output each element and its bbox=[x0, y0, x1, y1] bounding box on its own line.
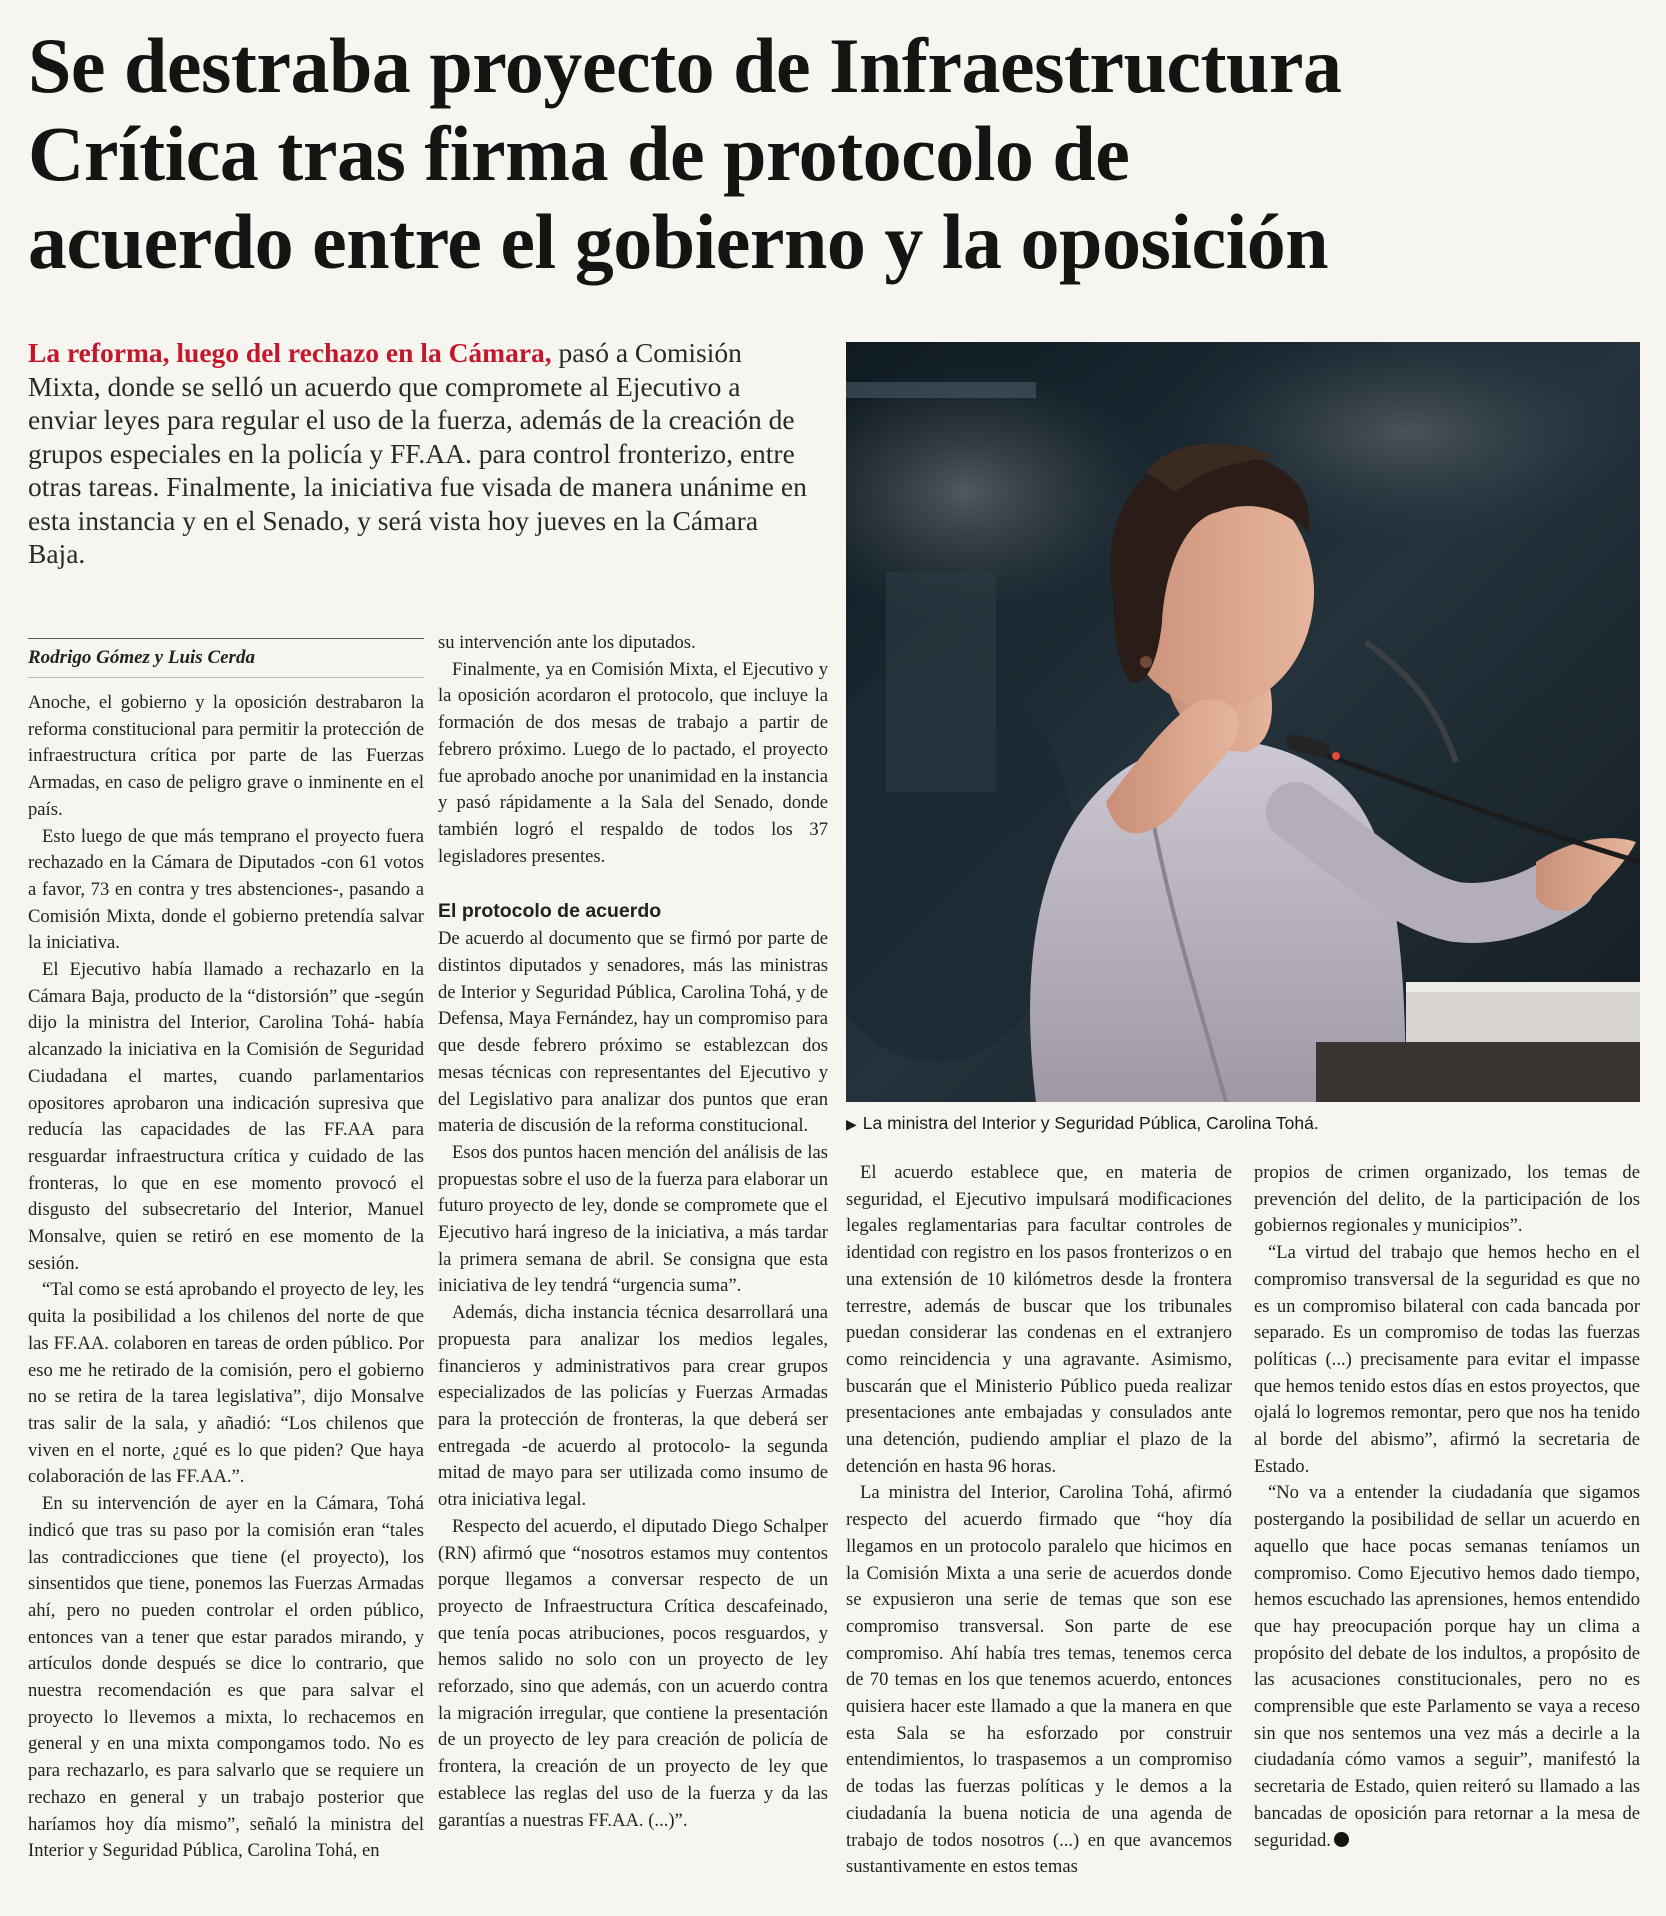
triangle-right-icon: ▶ bbox=[846, 1116, 857, 1132]
body-paragraph-text: “No va a entender la ciudadanía que sigamos postergando la posibilidad de sellar un acuerdo en aquello que hace pocas semanas teníamos un compromiso. Como Ejecutivo hemos dado tiempo, hemos escuchado las aprensiones, hemos entendido que hay preocupación porque hay un clima a propósito del debate de los indultos, a propósito de las acusaciones constitucionales, pero no es comprensible que este Parlamento se vaya a receso sin que nos sentemos una vez más a decirle a la ciudadanía cómo vamos a seguir”, manifestó la secretaria de Estado, quien reiteró su llamado a las bancadas de oposición para retornar a la mesa de seguridad. bbox=[1254, 1482, 1640, 1851]
article-column-2 bbox=[438, 630, 828, 1834]
body-paragraph: “La virtud del trabajo que hemos hecho en el compromiso transversal de la seguridad es que no es un compromiso bilateral con cada bancada por separado. Es un compromiso de todas las fuerzas políticas (...) precisamente para evitar el impasse que hemos tenido estos días en estos proyectos, que ojalá lo logremos remontar, pero que nos ha tenido al borde del abismo”, afirmó la secretaria de Estado. bbox=[1254, 1242, 1640, 1477]
photo-caption bbox=[846, 1112, 1640, 1135]
article-column-4 bbox=[1254, 1160, 1640, 1854]
body-paragraph bbox=[1254, 1480, 1640, 1854]
headline-line: acuerdo entre el gobierno y la oposición bbox=[28, 198, 1329, 285]
body-paragraph: propios de crimen organizado, los temas de prevención del delito, de la participación de los gobiernos regionales y municipios”. bbox=[1254, 1162, 1640, 1237]
byline: Rodrigo Gómez y Luis Cerda bbox=[28, 638, 424, 678]
body-paragraph: Finalmente, ya en Comisión Mixta, el Ejecutivo y la oposición acordaron el protocolo, que incluye la formación de dos mesas de trabajo a partir de febrero próximo. Luego de lo pactado, el proyecto fue aprobado anoche por unanimidad en la instancia y pasó rápidamente a la Sala del Senado, donde también logró el respaldo de todos los 37 legisladores presentes. bbox=[438, 658, 828, 867]
article-column-1 bbox=[28, 638, 424, 1865]
body-paragraph: Esos dos puntos hacen mención del análisis de las propuestas sobre el uso de la fuerza para elaborar un futuro proyecto de ley, donde se compromete que el Ejecutivo hará ingreso de la iniciativa, a más tardar la primera semana de abril. Se consigna que esta iniciativa de ley tendrá “urgencia suma”. bbox=[438, 1141, 828, 1297]
body-paragraph: La ministra del Interior, Carolina Tohá, afirmó respecto del acuerdo firmado que “hoy día llegamos en un protocolo paralelo que hicimos en la Comisión Mixta a una serie de acuerdos donde se expusieron una serie de temas que son ese compromiso transversal. Son parte de ese compromiso. Ahí había tres temas, tenemos cerca de 70 temas en los que tenemos acuerdo, entonces quisiera hacer este llamado a que la manera en que esta Sala se ha esforzado por construir entendimientos, lo traspasemos a un compromiso de todas las fuerzas políticas y le demos a la ciudadanía la buena noticia de una agenda de trabajo de todos nosotros (...) en que avancemos sustantivamente en estos temas bbox=[846, 1482, 1232, 1878]
body-paragraph: De acuerdo al documento que se firmó por parte de distintos diputados y senadores, más las ministras de Interior y Seguridad Pública, Carolina Tohá, y de Defensa, Maya Fernández, hay un compromiso para que desde febrero próximo se establezcan dos mesas técnicas con representantes del Ejecutivo y del Legislativo para analizar dos puntos que eran materia de discusión de la reforma constitucional. bbox=[438, 928, 828, 1137]
lede-highlight: La reforma, luego del rechazo en la Cámara, bbox=[28, 337, 552, 368]
lede-text: pasó a Comisión Mixta, donde se selló un acuerdo que compromete al Ejecutivo a enviar leyes para regular el uso de la fuerza, además de la creación de grupos especiales en la policía y FF.AA. para control fronterizo, entre otras tareas. Finalmente, la iniciativa fue visada de manera unánime en esta instancia y en el Senado, y será vista hoy jueves en la Cámara Baja. bbox=[28, 337, 807, 569]
end-of-article-icon bbox=[1334, 1832, 1349, 1847]
photo-caption-text: La ministra del Interior y Seguridad Pública, Carolina Tohá. bbox=[862, 1113, 1319, 1133]
body-paragraph: Esto luego de que más temprano el proyecto fuera rechazado en la Cámara de Diputados -con 61 votos a favor, 73 en contra y tres abstenciones-, pasando a Comisión Mixta, donde el gobierno pretendía salvar la iniciativa. bbox=[28, 825, 424, 954]
article-column-3 bbox=[846, 1160, 1232, 1881]
article-photo bbox=[846, 342, 1640, 1102]
body-paragraph: su intervención ante los diputados. bbox=[438, 632, 696, 653]
body-paragraph: Respecto del acuerdo, el diputado Diego Schalper (RN) afirmó que “nosotros estamos muy contentos porque llegamos a conversar respecto de un proyecto de Infraestructura Crítica descafeinado, que tenía pocas atribuciones, pocos resguardos, y hemos salido no solo con un proyecto de ley reforzado, sino que además, con un acuerdo contra la migración irregular, que contiene la presentación de un proyecto de ley para creación de policía de frontera, la creación de un proyecto de ley que establece las reglas del uso de la fuerza y da las garantías a nuestras FF.AA. (...)”. bbox=[438, 1515, 828, 1831]
body-paragraph: El Ejecutivo había llamado a rechazarlo en la Cámara Baja, producto de la “distorsión” que -según dijo la ministra del Interior, Carolina Tohá- había alcanzado la iniciativa en la Comisión de Seguridad Ciudadana el martes, cuando parlamentarios opositores aprobaron una indicación supresiva que reducía las capacidades de las FF.AA para resguardar infraestructura crítica y cuidado de las fronteras, lo que en ese momento provocó el disgusto del subsecretario del Interior, Manuel Monsalve, quien se retiró en ese momento de la sesión. bbox=[28, 959, 424, 1274]
headline-line: Crítica tras firma de protocolo de bbox=[28, 110, 1130, 197]
headline bbox=[28, 22, 1638, 286]
body-paragraph: Además, dicha instancia técnica desarrollará una propuesta para analizar los medios legales, financieros y administrativos para crear grupos especializados de las policías y Fuerzas Armadas para la protección de fronteras, la que deberá ser entregada -de acuerdo al protocolo- la segunda mitad de mayo para ser utilizada como insumo de otra iniciativa legal. bbox=[438, 1302, 828, 1511]
body-paragraph: El acuerdo establece que, en materia de seguridad, el Ejecutivo impulsará modificaciones legales reglamentarias para facultar controles de identidad con registro en los pasos fronterizos o en una extensión de 10 kilómetros desde la frontera terrestre, además de buscar que los tribunales puedan considerar las condenas en el extranjero como reincidencia y una agravante. Asimismo, buscarán que el Ministerio Público pueda realizar presentaciones ante embajadas y consulados ante una detención, pudiendo ampliar el plazo de la detención en hasta 96 horas. bbox=[846, 1162, 1232, 1477]
photo-illustration bbox=[846, 342, 1640, 1102]
body-paragraph: Anoche, el gobierno y la oposición destrabaron la reforma constitucional para permitir la protección de infraestructura crítica por parte de las Fuerzas Armadas, en caso de peligro grave o inminente en el país. bbox=[28, 692, 424, 820]
body-paragraph: En su intervención de ayer en la Cámara, Tohá indicó que tras su paso por la comisión eran “tales las contradicciones que tiene (el proyecto), los sinsentidos que tiene, ponemos las Fuerzas Armadas ahí, pero no pueden controlar el orden público, entonces van a tener que estar parados mirando, y artículos donde después se dice lo contrario, que nuestra recomendación es que para salvar el proyecto lo llevemos a mixta, lo rechacemos en general y en una mixta compongamos todo. No es para rechazarlo, es para salvarlo que se requiere un rechazo en general y un trabajo posterior que haríamos hoy día mismo”, señaló la ministra del Interior y Seguridad Pública, Carolina Tohá, en bbox=[28, 1493, 424, 1862]
lede-paragraph bbox=[28, 336, 816, 571]
body-paragraph: “Tal como se está aprobando el proyecto de ley, les quita la posibilidad a los chilenos del norte de que las FF.AA. colaboren en tareas de orden público. Por eso me he retirado de la comisión, pero el gobierno no se retira de la tarea legislativa”, dijo Monsalve tras salir de la sala, y añadió: “Los chilenos que viven en el norte, ¿qué es lo que piden? Que haya colaboración de las FF.AA.”. bbox=[28, 1279, 424, 1488]
headline-line: Se destraba proyecto de Infraestructura bbox=[28, 22, 1342, 109]
subheading: El protocolo de acuerdo bbox=[438, 900, 662, 923]
